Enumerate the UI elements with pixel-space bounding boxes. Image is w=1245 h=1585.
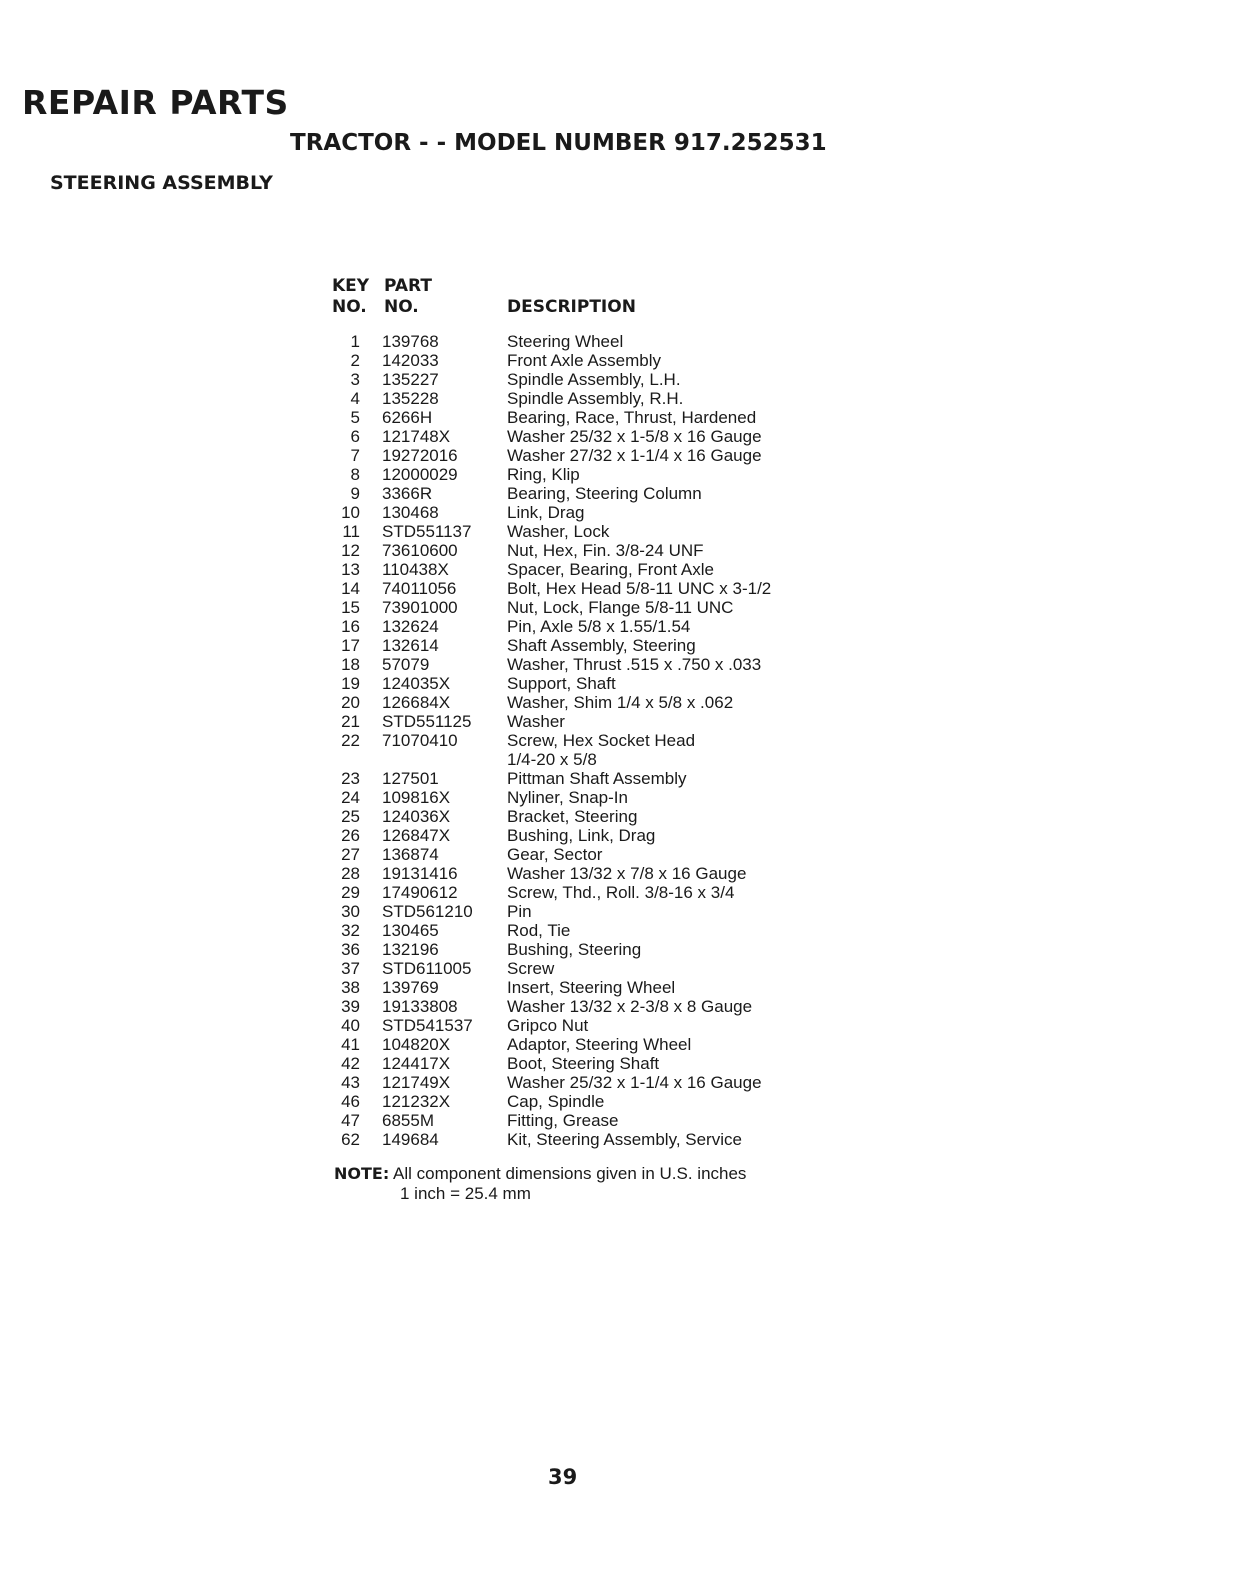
key-number: 8	[350, 465, 360, 484]
part-number: 17490612	[382, 883, 458, 902]
part-description: Adaptor, Steering Wheel	[507, 1035, 692, 1054]
parts-row	[332, 731, 832, 750]
key-number: 23	[341, 769, 360, 788]
column-header-part-no: PART NO.	[384, 276, 432, 317]
part-description: Bushing, Link, Drag	[507, 826, 656, 845]
parts-row	[332, 1073, 832, 1092]
key-number: 46	[341, 1092, 360, 1111]
parts-row	[332, 1035, 832, 1054]
part-number: 74011056	[382, 579, 457, 598]
key-number: 36	[341, 940, 360, 959]
part-number: STD551137	[382, 522, 472, 541]
key-number: 10	[341, 503, 360, 522]
parts-row	[332, 883, 832, 902]
part-description: Bearing, Race, Thrust, Hardened	[507, 408, 757, 427]
part-description: Steering Wheel	[507, 332, 624, 351]
parts-row	[332, 826, 832, 845]
part-number: 124417X	[382, 1054, 451, 1073]
part-description: Front Axle Assembly	[507, 351, 662, 370]
part-number	[360, 750, 502, 769]
part-description: Nut, Hex, Fin. 3/8-24 UNF	[507, 541, 704, 560]
part-description: Cap, Spindle	[507, 1092, 605, 1111]
part-number: STD561210	[382, 902, 473, 921]
part-description: Pin	[507, 902, 532, 921]
key-number: 47	[341, 1111, 360, 1130]
parts-row	[332, 674, 832, 693]
part-description: Bracket, Steering	[507, 807, 638, 826]
parts-row	[332, 370, 832, 389]
part-number: 142033	[382, 351, 439, 370]
parts-row	[332, 864, 832, 883]
key-number: 38	[341, 978, 360, 997]
key-number: 13	[341, 560, 360, 579]
parts-row	[332, 579, 832, 598]
key-number: 3	[350, 370, 360, 389]
part-description: Washer 13/32 x 7/8 x 16 Gauge	[507, 864, 747, 883]
part-number: 121748X	[382, 427, 451, 446]
part-description: Link, Drag	[507, 503, 585, 522]
part-description: Shaft Assembly, Steering	[507, 636, 696, 655]
part-description: Washer, Lock	[507, 522, 610, 541]
parts-row	[332, 636, 832, 655]
key-number: 41	[341, 1035, 360, 1054]
parts-row	[332, 959, 832, 978]
part-description: Washer	[507, 712, 565, 731]
part-description: Boot, Steering Shaft	[507, 1054, 660, 1073]
part-description: Fitting, Grease	[507, 1111, 619, 1130]
part-number: 121232X	[382, 1092, 451, 1111]
part-description: Screw, Thd., Roll. 3/8-16 x 3/4	[507, 883, 735, 902]
parts-row	[332, 940, 832, 959]
parts-row	[332, 389, 832, 408]
part-description: Bolt, Hex Head 5/8-11 UNC x 3-1/2	[507, 579, 772, 598]
part-number: 109816X	[382, 788, 451, 807]
part-description: Washer, Thrust .515 x .750 x .033	[507, 655, 762, 674]
parts-row	[332, 769, 832, 788]
parts-row	[332, 902, 832, 921]
parts-row	[332, 617, 832, 636]
part-description: 1/4-20 x 5/8	[507, 750, 597, 769]
dimensions-note	[334, 1164, 746, 1204]
part-description: Kit, Steering Assembly, Service	[507, 1130, 742, 1149]
part-description: Pittman Shaft Assembly	[507, 769, 687, 788]
parts-row	[332, 693, 832, 712]
key-number: 6	[350, 427, 360, 446]
key-number: 17	[341, 636, 360, 655]
part-number: 132624	[382, 617, 439, 636]
key-number: 27	[341, 845, 360, 864]
parts-row	[332, 427, 832, 446]
parts-row	[332, 503, 832, 522]
part-description: Rod, Tie	[507, 921, 571, 940]
part-description: Pin, Axle 5/8 x 1.55/1.54	[507, 617, 691, 636]
part-number: 136874	[382, 845, 439, 864]
part-number: 19131416	[382, 864, 458, 883]
parts-row	[332, 655, 832, 674]
parts-row	[332, 845, 832, 864]
part-number: STD611005	[382, 959, 472, 978]
parts-row	[332, 408, 832, 427]
part-number: 104820X	[382, 1035, 451, 1054]
key-number: 24	[341, 788, 360, 807]
part-number: 149684	[382, 1130, 439, 1149]
part-number: 139769	[382, 978, 439, 997]
model-heading: TRACTOR - - MODEL NUMBER 917.252531	[290, 130, 827, 156]
part-number: 19272016	[382, 446, 458, 465]
part-description: Screw	[507, 959, 555, 978]
key-number: 26	[341, 826, 360, 845]
part-description: Washer, Shim 1/4 x 5/8 x .062	[507, 693, 734, 712]
parts-row	[332, 1111, 832, 1130]
part-description: Bearing, Steering Column	[507, 484, 702, 503]
parts-row	[332, 997, 832, 1016]
key-number: 9	[350, 484, 360, 503]
section-heading: STEERING ASSEMBLY	[50, 172, 273, 194]
part-description: Nyliner, Snap-In	[507, 788, 628, 807]
parts-row	[332, 465, 832, 484]
key-number: 37	[341, 959, 360, 978]
part-description: Spacer, Bearing, Front Axle	[507, 560, 714, 579]
page-title: REPAIR PARTS	[22, 83, 289, 122]
note-text: All component dimensions given in U.S. inches	[393, 1164, 747, 1183]
parts-row	[332, 788, 832, 807]
part-number: 57079	[382, 655, 430, 674]
part-description: Screw, Hex Socket Head	[507, 731, 696, 750]
part-number: STD541537	[382, 1016, 473, 1035]
key-number: 43	[341, 1073, 360, 1092]
parts-row	[332, 978, 832, 997]
parts-row	[332, 446, 832, 465]
part-description: Washer 25/32 x 1-5/8 x 16 Gauge	[507, 427, 762, 446]
part-description: Ring, Klip	[507, 465, 580, 484]
part-number: 135228	[382, 389, 439, 408]
part-description: Support, Shaft	[507, 674, 616, 693]
part-number: 19133808	[382, 997, 458, 1016]
part-description: Insert, Steering Wheel	[507, 978, 676, 997]
part-number: 6266H	[382, 408, 433, 427]
key-number: 12	[341, 541, 360, 560]
key-number: 14	[341, 579, 360, 598]
part-number: 130465	[382, 921, 439, 940]
part-number: 127501	[382, 769, 439, 788]
part-description: Gripco Nut	[507, 1016, 589, 1035]
parts-row	[332, 1092, 832, 1111]
part-description: Washer 27/32 x 1-1/4 x 16 Gauge	[507, 446, 762, 465]
key-number: 18	[341, 655, 360, 674]
key-number: 25	[341, 807, 360, 826]
key-number: 19	[341, 674, 360, 693]
part-number: 126847X	[382, 826, 451, 845]
key-number: 15	[341, 598, 360, 617]
part-number: 130468	[382, 503, 439, 522]
note-conversion: 1 inch = 25.4 mm	[400, 1184, 531, 1203]
key-number: 39	[341, 997, 360, 1016]
part-number: 126684X	[382, 693, 451, 712]
parts-row	[332, 484, 832, 503]
part-number: 73610600	[382, 541, 458, 560]
key-number: 22	[341, 731, 360, 750]
part-description: Washer 25/32 x 1-1/4 x 16 Gauge	[507, 1073, 762, 1092]
key-number: 32	[341, 921, 360, 940]
part-number: 6855M	[382, 1111, 434, 1130]
key-number: 62	[341, 1130, 360, 1149]
parts-row	[332, 712, 832, 731]
part-number: 73901000	[382, 598, 458, 617]
key-number: 16	[341, 617, 360, 636]
key-number: 42	[341, 1054, 360, 1073]
part-number: 124036X	[382, 807, 451, 826]
part-description: Nut, Lock, Flange 5/8-11 UNC	[507, 598, 734, 617]
part-description: Bushing, Steering	[507, 940, 642, 959]
parts-row	[332, 807, 832, 826]
part-number: 124035X	[382, 674, 451, 693]
key-number: 7	[350, 446, 360, 465]
part-number: 3366R	[382, 484, 433, 503]
part-number: 71070410	[382, 731, 458, 750]
part-number: 132614	[382, 636, 439, 655]
note-label: NOTE:	[334, 1164, 390, 1183]
parts-row	[332, 351, 832, 370]
key-number: 21	[341, 712, 360, 731]
parts-row	[332, 332, 832, 351]
key-number: 40	[341, 1016, 360, 1035]
key-number	[332, 750, 360, 769]
parts-list	[332, 332, 832, 1149]
key-number: 5	[350, 408, 360, 427]
parts-row	[332, 560, 832, 579]
part-number: 132196	[382, 940, 439, 959]
part-number: 135227	[382, 370, 439, 389]
parts-row	[332, 541, 832, 560]
part-number: STD551125	[382, 712, 472, 731]
key-number: 4	[350, 389, 360, 408]
parts-row	[332, 598, 832, 617]
part-number: 139768	[382, 332, 439, 351]
key-number: 11	[342, 522, 360, 541]
key-number: 30	[341, 902, 360, 921]
page-number: 39	[548, 1465, 578, 1489]
parts-row-continuation	[332, 750, 832, 769]
key-number: 1	[350, 332, 360, 351]
part-number: 121749X	[382, 1073, 451, 1092]
key-number: 28	[341, 864, 360, 883]
part-number: 110438X	[382, 560, 449, 579]
key-number: 2	[350, 351, 360, 370]
parts-row	[332, 1016, 832, 1035]
key-number: 20	[341, 693, 360, 712]
part-description: Gear, Sector	[507, 845, 603, 864]
parts-row	[332, 522, 832, 541]
part-description: Spindle Assembly, R.H.	[507, 389, 684, 408]
column-header-description: DESCRIPTION	[507, 297, 636, 317]
part-number: 12000029	[382, 465, 458, 484]
parts-row	[332, 921, 832, 940]
part-description: Washer 13/32 x 2-3/8 x 8 Gauge	[507, 997, 753, 1016]
part-description: Spindle Assembly, L.H.	[507, 370, 681, 389]
key-number: 29	[341, 883, 360, 902]
parts-row	[332, 1054, 832, 1073]
column-header-key-no: KEY NO.	[332, 276, 370, 317]
parts-row	[332, 1130, 832, 1149]
